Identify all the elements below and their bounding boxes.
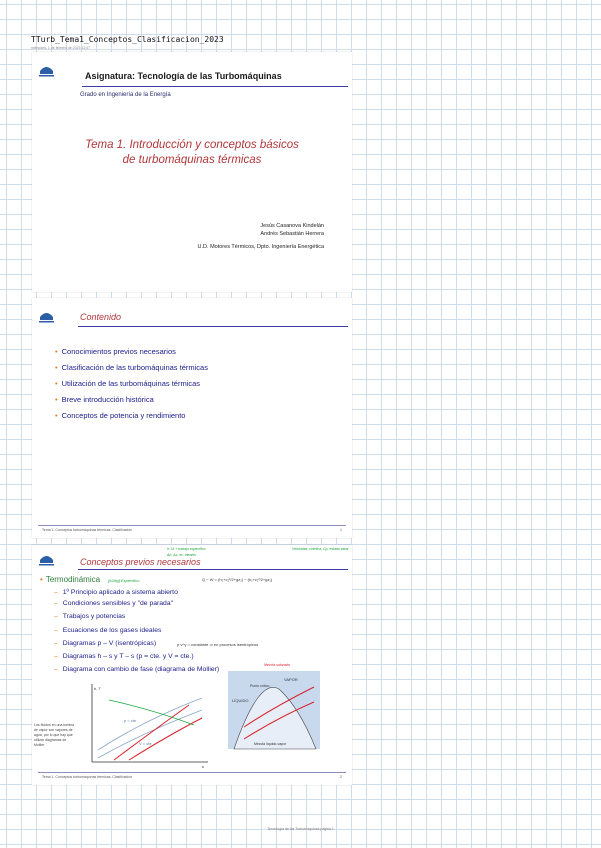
slide-footer: Tema 1. Conceptos turbomáquinas térmicas. Clasificación bbox=[42, 528, 133, 532]
footer-divider bbox=[38, 772, 346, 773]
contents-divider bbox=[78, 326, 348, 327]
notebook-subtitle: miércoles, 1 de febrero de 2023 12:07 bbox=[31, 46, 91, 50]
university-logo-icon bbox=[38, 62, 55, 80]
content-item: • Clasificación de las turbomáquinas térmicas bbox=[55, 363, 208, 372]
university-logo-icon bbox=[38, 551, 55, 569]
thermo-heading: • Termodinámica [kJ/kg] Específico bbox=[40, 575, 140, 584]
section-title: Conceptos previos necesarios bbox=[80, 557, 201, 567]
notebook-title: TTurb_Tema1_Conceptos_Clasificacion_2023 bbox=[31, 35, 224, 44]
hs-y-label: h, T bbox=[94, 686, 101, 691]
handwritten-note: h: Ui + trabajo específico bbox=[167, 547, 206, 551]
slide-3 bbox=[32, 545, 352, 785]
handwritten-note: Mezcla saturada bbox=[264, 663, 290, 667]
thermo-item: – Diagramas p – V (isentrópicas) bbox=[54, 640, 157, 647]
thermo-item: – 1º Principio aplicado a sistema abierto bbox=[54, 589, 178, 596]
thermo-item: – Diagrama con cambio de fase (diagrama de Mollier) bbox=[54, 666, 220, 673]
handwritten-note: Δh, Δs, ec. ideales bbox=[167, 553, 197, 557]
slide-header-title: Asignatura: Tecnología de las Turbomáquinas bbox=[85, 71, 282, 81]
mezcla-label: Mezcla líquido-vapor bbox=[254, 742, 287, 746]
author-2: Andrés Sebastián Herrera bbox=[260, 231, 324, 237]
thermo-item: – Diagramas h – s y T – s (p = cte. y V = cte.) bbox=[54, 653, 194, 660]
vapor-label: VAPOR bbox=[284, 677, 298, 682]
energy-equation: Q − W = (h₂+c₂²/2+gz₂) − (h₁+c₁²/2+gz₁) bbox=[202, 577, 273, 582]
slide-1 bbox=[32, 52, 352, 292]
critico-label: Punto crítico bbox=[250, 684, 270, 688]
tema-title bbox=[32, 138, 352, 168]
mollier-diagram bbox=[224, 667, 324, 757]
liquido-label: LÍQUIDO bbox=[232, 698, 249, 703]
side-note: Los fluidos en una turbina de vapor son vapores de agua, por lo que hay que utilizar diagramas de Mollier bbox=[34, 723, 75, 747]
handwritten-note: Velocidad, cinética, Cp, estado ideal bbox=[292, 547, 349, 551]
thermo-item: – Trabajos y potencias bbox=[54, 613, 126, 620]
content-item: • Breve introducción histórica bbox=[55, 395, 154, 404]
hs-x-label: s bbox=[202, 764, 204, 768]
content-item: • Conceptos de potencia y rendimiento bbox=[55, 411, 186, 420]
hs-pcte-label: p = cte bbox=[124, 718, 137, 723]
university-logo-icon bbox=[38, 308, 55, 326]
thermo-item: – Condiciones sensibles y "de parada" bbox=[54, 600, 174, 607]
hs-diagram bbox=[84, 680, 212, 768]
author-1: Jesús Casanova Kindelán bbox=[260, 223, 324, 229]
page-number: 2 bbox=[340, 775, 342, 779]
thermo-item: – Ecuaciones de los gases ideales bbox=[54, 627, 162, 634]
slide-footer: Tema 1. Conceptos turbomáquinas térmicas. Clasificación bbox=[42, 775, 133, 779]
slide-2 bbox=[32, 298, 352, 538]
section-divider bbox=[78, 569, 348, 570]
page-number: 1 bbox=[340, 528, 342, 532]
degree-subtitle: Grado en Ingeniería de la Energía bbox=[80, 92, 171, 98]
content-item: • Conocimientos previos necesarios bbox=[55, 347, 176, 356]
tema-line-2: de turbomáquinas térmicas bbox=[122, 154, 262, 166]
contents-title: Contenido bbox=[80, 312, 122, 322]
isentropic-note: p·v^γ = constante ⇒ en procesos isentrópicos bbox=[177, 642, 259, 647]
footer-divider bbox=[38, 525, 346, 526]
content-item: • Utilización de las turbomáquinas térmicas bbox=[55, 379, 201, 388]
header-divider bbox=[82, 86, 348, 87]
hs-vcte-label: V = cte bbox=[139, 741, 152, 746]
tema-line-1: Tema 1. Introducción y conceptos básicos bbox=[85, 139, 299, 151]
page-caption: Tecnología de las Turbomáquinas página 1 bbox=[267, 827, 334, 831]
department: U.D. Motores Térmicos, Dpto. Ingeniería Energética bbox=[197, 244, 324, 250]
